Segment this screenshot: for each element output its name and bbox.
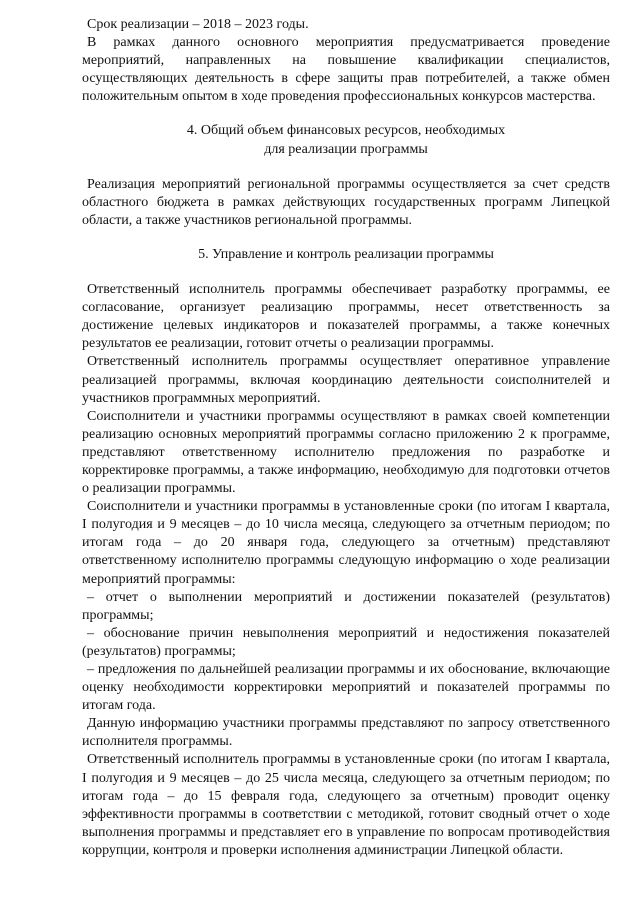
paragraph-reporting-deadlines: Соисполнители и участники программы в установленные сроки (по итогам I квартала, I полугодия и 9 месяцев – до 10 числа месяца, следующего за отчетным периодом; по итогам года – до 20 января года, следующего за отчетным) представляют ответственному исполнителю программы следующую информацию о ходе реализации мероприятий программы:: [82, 499, 610, 587]
paragraph-co-executors-competence: Соисполнители и участники программы осуществляют в рамках своей компетенции реализацию основных мероприятий программы согласно приложению 2 к программе, представляют ответственному исполнителю предложения по разработке и корректировке программы, а также информацию, необходимую для подготовки отчетов о реализации программы.: [82, 408, 610, 497]
paragraph-financing: Реализация мероприятий региональной программы осуществляется за счет средств областного бюджета в рамках действующих государственных программ Липецкой области, а также участников региональной программы.: [82, 176, 610, 228]
section-4-title-line-2: для реализации программы: [264, 141, 428, 157]
document-page: [82, 16, 610, 860]
paragraph-effectiveness-evaluation: Ответственный исполнитель программы в установленные сроки (по итогам I квартала, I полугодия и 9 месяцев – до 25 числа месяца, следующего за отчетным периодом; по итогам года – до 15 февраля года, следующего за отчетным) проводит оценку эффективности программы в соответствии с методикой, готовит сводный отчет о ходе выполнения программы и представляет его в управление по вопросам противодействия коррупции, контроля и проверки исполнения администрации Липецкой области.: [82, 752, 610, 858]
paragraph-implementation-period: Срок реализации – 2018 – 2023 годы.: [87, 17, 309, 32]
list-item-proposals: – предложения по дальнейшей реализации программы и их обоснование, включающие оценку необходимости корректировки мероприятий и показателей программы по итогам года.: [82, 662, 610, 714]
paragraph-operational-management: Ответственный исполнитель программы осуществляет оперативное управление реализацией программы, включая координацию деятельности соисполнителей и участников программных мероприятий.: [82, 354, 610, 406]
paragraph-information-on-request: Данную информацию участники программы представляют по запросу ответственного исполнителя программы.: [82, 716, 610, 750]
paragraph-qualification-events: В рамках данного основного мероприятия предусматривается проведение мероприятий, направленных на повышение квалификации специалистов, осуществляющих деятельность в сфере защиты прав потребителей, а также обмен положительным опытом в ходе проведения профессиональных конкурсов мастерства.: [82, 35, 610, 105]
list-item-failure-reasons: – обоснование причин невыполнения мероприятий и недостижения показателей (результатов) программы;: [82, 625, 610, 659]
section-5-title: 5. Управление и контроль реализации программы: [198, 246, 494, 262]
paragraph-responsible-executor-duties: Ответственный исполнитель программы обеспечивает разработку программы, ее согласование, организует реализацию программы, несет ответственность за достижение целевых индикаторов и показателей программы, а также конечных результатов ее реализации, готовит отчеты о реализации программы.: [82, 282, 610, 352]
list-item-report-results: – отчет о выполнении мероприятий и достижении показателей (результатов) программы;: [82, 589, 610, 623]
section-4-title-line-1: 4. Общий объем финансовых ресурсов, необходимых: [186, 123, 506, 139]
